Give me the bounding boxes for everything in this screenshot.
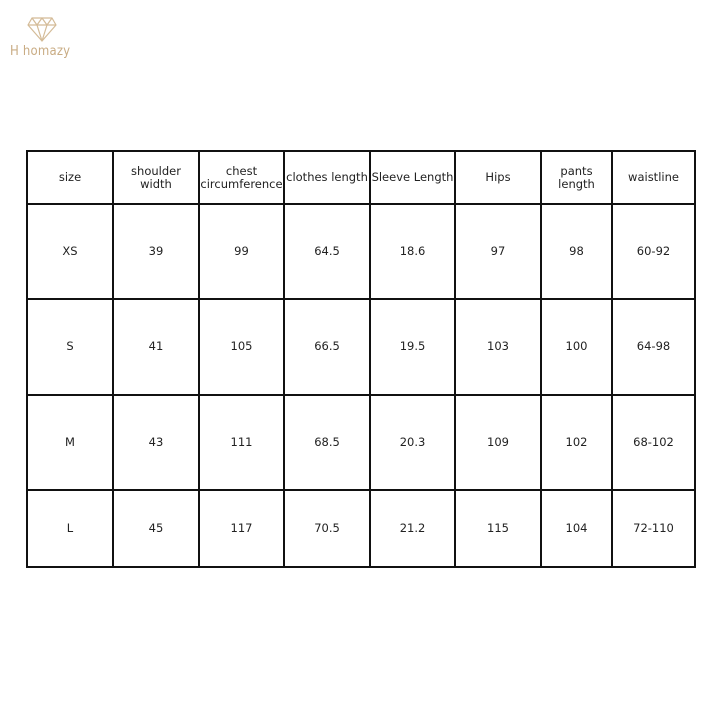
header-pants-length: pants length: [541, 151, 612, 204]
cell-size: S: [27, 299, 113, 394]
brand-logo: [10, 16, 74, 62]
cell-waistline: 72-110: [612, 490, 695, 567]
header-chest-circumference: chest circumference: [199, 151, 284, 204]
cell-size: XS: [27, 204, 113, 299]
table-row: [27, 490, 695, 567]
cell-hips: 103: [455, 299, 541, 394]
cell-chest-circumference: 105: [199, 299, 284, 394]
cell-sleeve-length: 21.2: [370, 490, 455, 567]
header-hips: Hips: [455, 151, 541, 204]
cell-sleeve-length: 18.6: [370, 204, 455, 299]
cell-clothes-length: 64.5: [284, 204, 370, 299]
cell-waistline: 68-102: [612, 395, 695, 490]
cell-pants-length: 104: [541, 490, 612, 567]
size-chart-table: [26, 150, 696, 568]
cell-pants-length: 102: [541, 395, 612, 490]
header-shoulder-width: shoulder width: [113, 151, 199, 204]
cell-sleeve-length: 19.5: [370, 299, 455, 394]
cell-hips: 115: [455, 490, 541, 567]
cell-chest-circumference: 117: [199, 490, 284, 567]
cell-clothes-length: 66.5: [284, 299, 370, 394]
cell-hips: 109: [455, 395, 541, 490]
diamond-icon: [27, 16, 57, 42]
table-row: [27, 204, 695, 299]
header-sleeve-length: Sleeve Length: [370, 151, 455, 204]
cell-pants-length: 98: [541, 204, 612, 299]
table-row: [27, 395, 695, 490]
cell-clothes-length: 68.5: [284, 395, 370, 490]
cell-sleeve-length: 20.3: [370, 395, 455, 490]
cell-size: L: [27, 490, 113, 567]
cell-clothes-length: 70.5: [284, 490, 370, 567]
table-header-row: [27, 151, 695, 204]
cell-pants-length: 100: [541, 299, 612, 394]
cell-shoulder-width: 39: [113, 204, 199, 299]
cell-shoulder-width: 45: [113, 490, 199, 567]
table-row: [27, 299, 695, 394]
cell-size: M: [27, 395, 113, 490]
header-size: size: [27, 151, 113, 204]
cell-chest-circumference: 99: [199, 204, 284, 299]
header-waistline: waistline: [612, 151, 695, 204]
cell-waistline: 60-92: [612, 204, 695, 299]
cell-hips: 97: [455, 204, 541, 299]
cell-shoulder-width: 43: [113, 395, 199, 490]
cell-chest-circumference: 111: [199, 395, 284, 490]
cell-shoulder-width: 41: [113, 299, 199, 394]
header-clothes-length: clothes length: [284, 151, 370, 204]
cell-waistline: 64-98: [612, 299, 695, 394]
brand-name: H homazy: [10, 44, 71, 59]
